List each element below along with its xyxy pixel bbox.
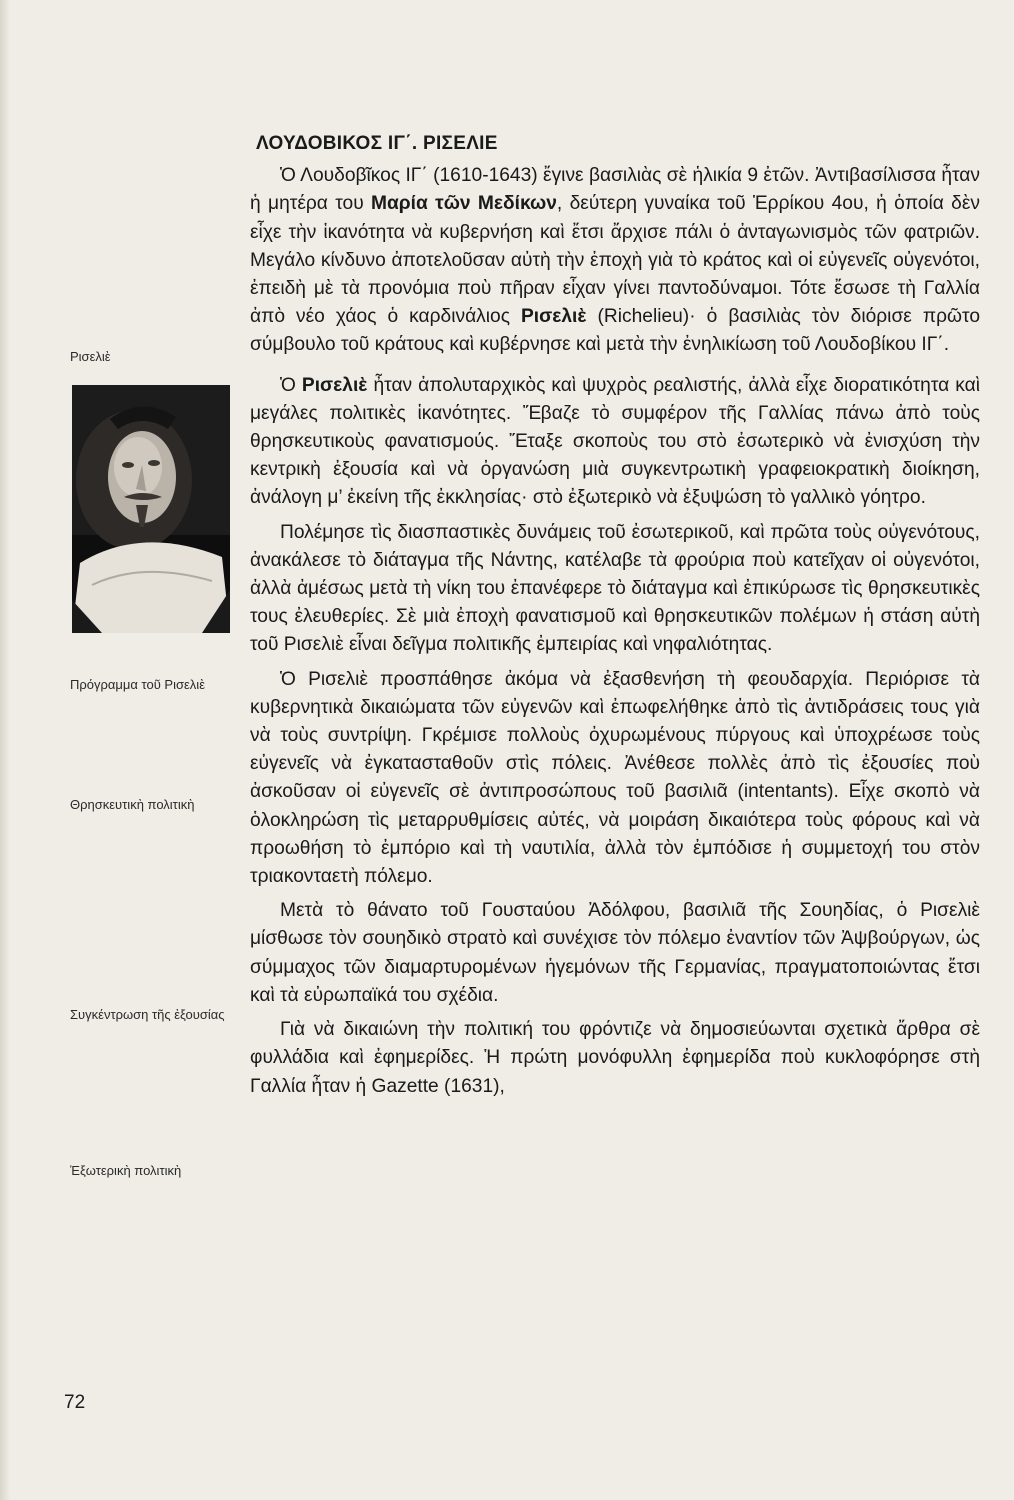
paragraph-1 bbox=[250, 162, 980, 359]
paragraph-2 bbox=[250, 372, 980, 513]
paragraph-3: Πολέμησε τὶς διασπαστικὲς δυνάμεις τοῦ ἐσωτερικοῦ, καὶ πρῶτα τοὺς οὐγενότους, ἀνακάλεσε τὸ διάταγμα τῆς Νάντης, κατέλαβε τὰ φρούρια ποὺ κατεῖχαν οἱ οὐγενότοι, ἀλλὰ ἀμέσως μετὰ τὴ νίκη του ἐπανέφερε τὸ διάταγμα καὶ ἐπικύρωσε τὶς θρησκευτικὲς τους ἐλευθερίες. Σὲ μιὰ ἐποχὴ φανατισμοῦ καὶ θρησκευτικῶν πολέμων ἡ στάση αὐτὴ τοῦ Ρισελιὲ εἶναι δεῖγμα πολιτικῆς ἐμπειρίας καὶ νηφαλιότητας. bbox=[250, 521, 980, 656]
page-number: 72 bbox=[64, 1392, 86, 1413]
margin-note-centralization: Συγκέντρωση τῆς ἐξουσίας bbox=[70, 1007, 225, 1022]
p1-text-c: , δεύτερη γυναίκα τοῦ Ἑρρίκου 4ου, ἡ ὁποία δὲν εἶχε τὴν ἱκανότητα νὰ κυβερνήση καὶ ἔτσι ἄρχισε πάλι ὁ ἀνταγωνισμὸς τῶν φατριῶν. Μεγάλο κίνδυνο ἀποτελοῦσαν αὐτὴ τὴν ἐποχὴ γιὰ τὸ κράτος καὶ οἱ εὐγενεῖς οὐγενότοι, ἐπειδὴ μὲ τὰ προνόμια ποὺ πῆραν εἶχαν γίνει παντοδύναμοι. Τότε ἔσωσε τὴ Γαλλία ἀπὸ νέο χάος ὁ καρδινάλιος bbox=[250, 193, 980, 328]
richelieu-portrait bbox=[72, 385, 230, 633]
margin-note-religious-policy: Θρησκευτικὴ πολιτικὴ bbox=[70, 797, 195, 812]
p1-bold-maria-medici: Μαρία τῶν Μεδίκων bbox=[371, 193, 557, 215]
p2-bold-richelieu: Ρισελιὲ bbox=[301, 374, 368, 396]
p1-bold-richelieu: Ρισελιὲ bbox=[520, 306, 587, 328]
article-body bbox=[250, 130, 980, 1107]
article-title: ΛΟΥΔΟΒΙΚΟΣ ΙΓ΄. ΡΙΣΕΛΙΕ bbox=[256, 133, 498, 154]
page-spine-shadow bbox=[0, 0, 10, 1500]
margin-note-program: Πρόγραμμα τοῦ Ρισελιὲ bbox=[70, 677, 205, 692]
p1-text-a: Ὁ Λουδοβῖκος ΙΓ΄ (1610-1643) ἔγινε βασιλιὰς σὲ ἡλικία 9 ἐτῶν. Ἀντιβασίλισσα ἦταν ἡ μητέρα του bbox=[250, 165, 980, 215]
margin-note-foreign-policy: Ἐξωτερικὴ πολιτικὴ bbox=[70, 1163, 182, 1178]
p2-text-a: Ὁ bbox=[280, 374, 302, 396]
richelieu-portrait-image bbox=[72, 385, 230, 633]
p2-text-c: ἦταν ἀπολυταρχικὸς καὶ ψυχρὸς ρεαλιστής, ἀλλὰ εἶχε διορατικότητα καὶ μεγάλες πολιτικὲς ἱκανότητες. Ἔβαζε τὸ συμφέρον τῆς Γαλλίας πάνω ἀπὸ τοὺς θρησκευτικοὺς φανατισμούς. Ἔταξε σκοποὺς του στὸ ἐσωτερικὸ νὰ ἐνισχύση τὴν κεντρικὴ ἐξουσία καὶ νὰ ὀργανώση μιὰ συγκεντρωτικὴ γραφειοκρατικὴ διοίκηση, ἀνάλογη μ’ ἐκείνη τῆς ἐκκλησίας· στὸ ἐξωτερικὸ νὰ ἐξυψώση τὸ γαλλικὸ γόητρο. bbox=[250, 374, 980, 509]
paragraph-5: Μετὰ τὸ θάνατο τοῦ Γουσταύου Ἀδόλφου, βασιλιᾶ τῆς Σουηδίας, ὁ Ρισελιὲ μίσθωσε τὸν σουηδικὸ στρατὸ καὶ συνέχισε τὸν πόλεμο ἐναντίον τῶν Ἀψβούργων, ὡς σύμμαχος τῶν διαμαρτυρομένων ἡγεμόνων τῆς Γερμανίας, πραγματοποιώντας ἔτσι καὶ τὰ εὐρωπαϊκά του σχέδια. bbox=[250, 900, 980, 1006]
paragraph-6: Γιὰ νὰ δικαιώνη τὴν πολιτική του φρόντιζε νὰ δημοσιεύωνται σχετικὰ ἄρθρα σὲ φυλλάδια καὶ ἐφημερίδες. Ἡ πρώτη μονόφυλλη ἐφημερίδα ποὺ κυκλοφόρησε στὴ Γαλλία ἦταν ἡ Gazette (1631), bbox=[250, 1019, 980, 1097]
margin-note-richelieu: Ρισελιὲ bbox=[70, 349, 111, 364]
p1-text-e: (Richelieu)· ὁ βασιλιὰς τὸν διόρισε πρῶτο σύμβουλο τοῦ κράτους καὶ κυβέρνησε καὶ μετὰ τὴν ἐνηλικίωση τοῦ Λουδοβίκου ΙΓ΄. bbox=[250, 306, 980, 356]
paragraph-4: Ὁ Ρισελιὲ προσπάθησε ἀκόμα νὰ ἐξασθενήση τὴ φεουδαρχία. Περιόρισε τὰ κυβερνητικὰ δικαιώματα τῶν εὐγενῶν καὶ ἐπωφελήθηκε ἀπὸ τὶς ἀντιδράσεις τους γιὰ νὰ τοὺς συντρίψη. Γκρέμισε πολλοὺς ὀχυρωμένους πύργους καὶ ὑποχρέωσε τοὺς εὐγενεῖς νὰ ἐγκατασταθοῦν στὶς πόλεις. Ἀνέθεσε πολλὲς ἀπὸ τὶς ἐξουσίες ποὺ ἀσκοῦσαν οἱ εὐγενεῖς σὲ ἀντιπροσώπους τοῦ βασιλιᾶ (intentants). Εἶχε σκοπὸ νὰ ὁλοκληρώση τὶς μεταρρυθμίσεις αὐτές, νὰ μοιράση δικαιότερα τοὺς φόρους καὶ νὰ προωθήση τὸ ἐμπόριο καὶ τὴ ναυτιλία, ἀλλὰ τὸν ἐμπόδισε ἡ συμμετοχή του στὸν τριακονταετὴ πόλεμο. bbox=[250, 668, 980, 888]
